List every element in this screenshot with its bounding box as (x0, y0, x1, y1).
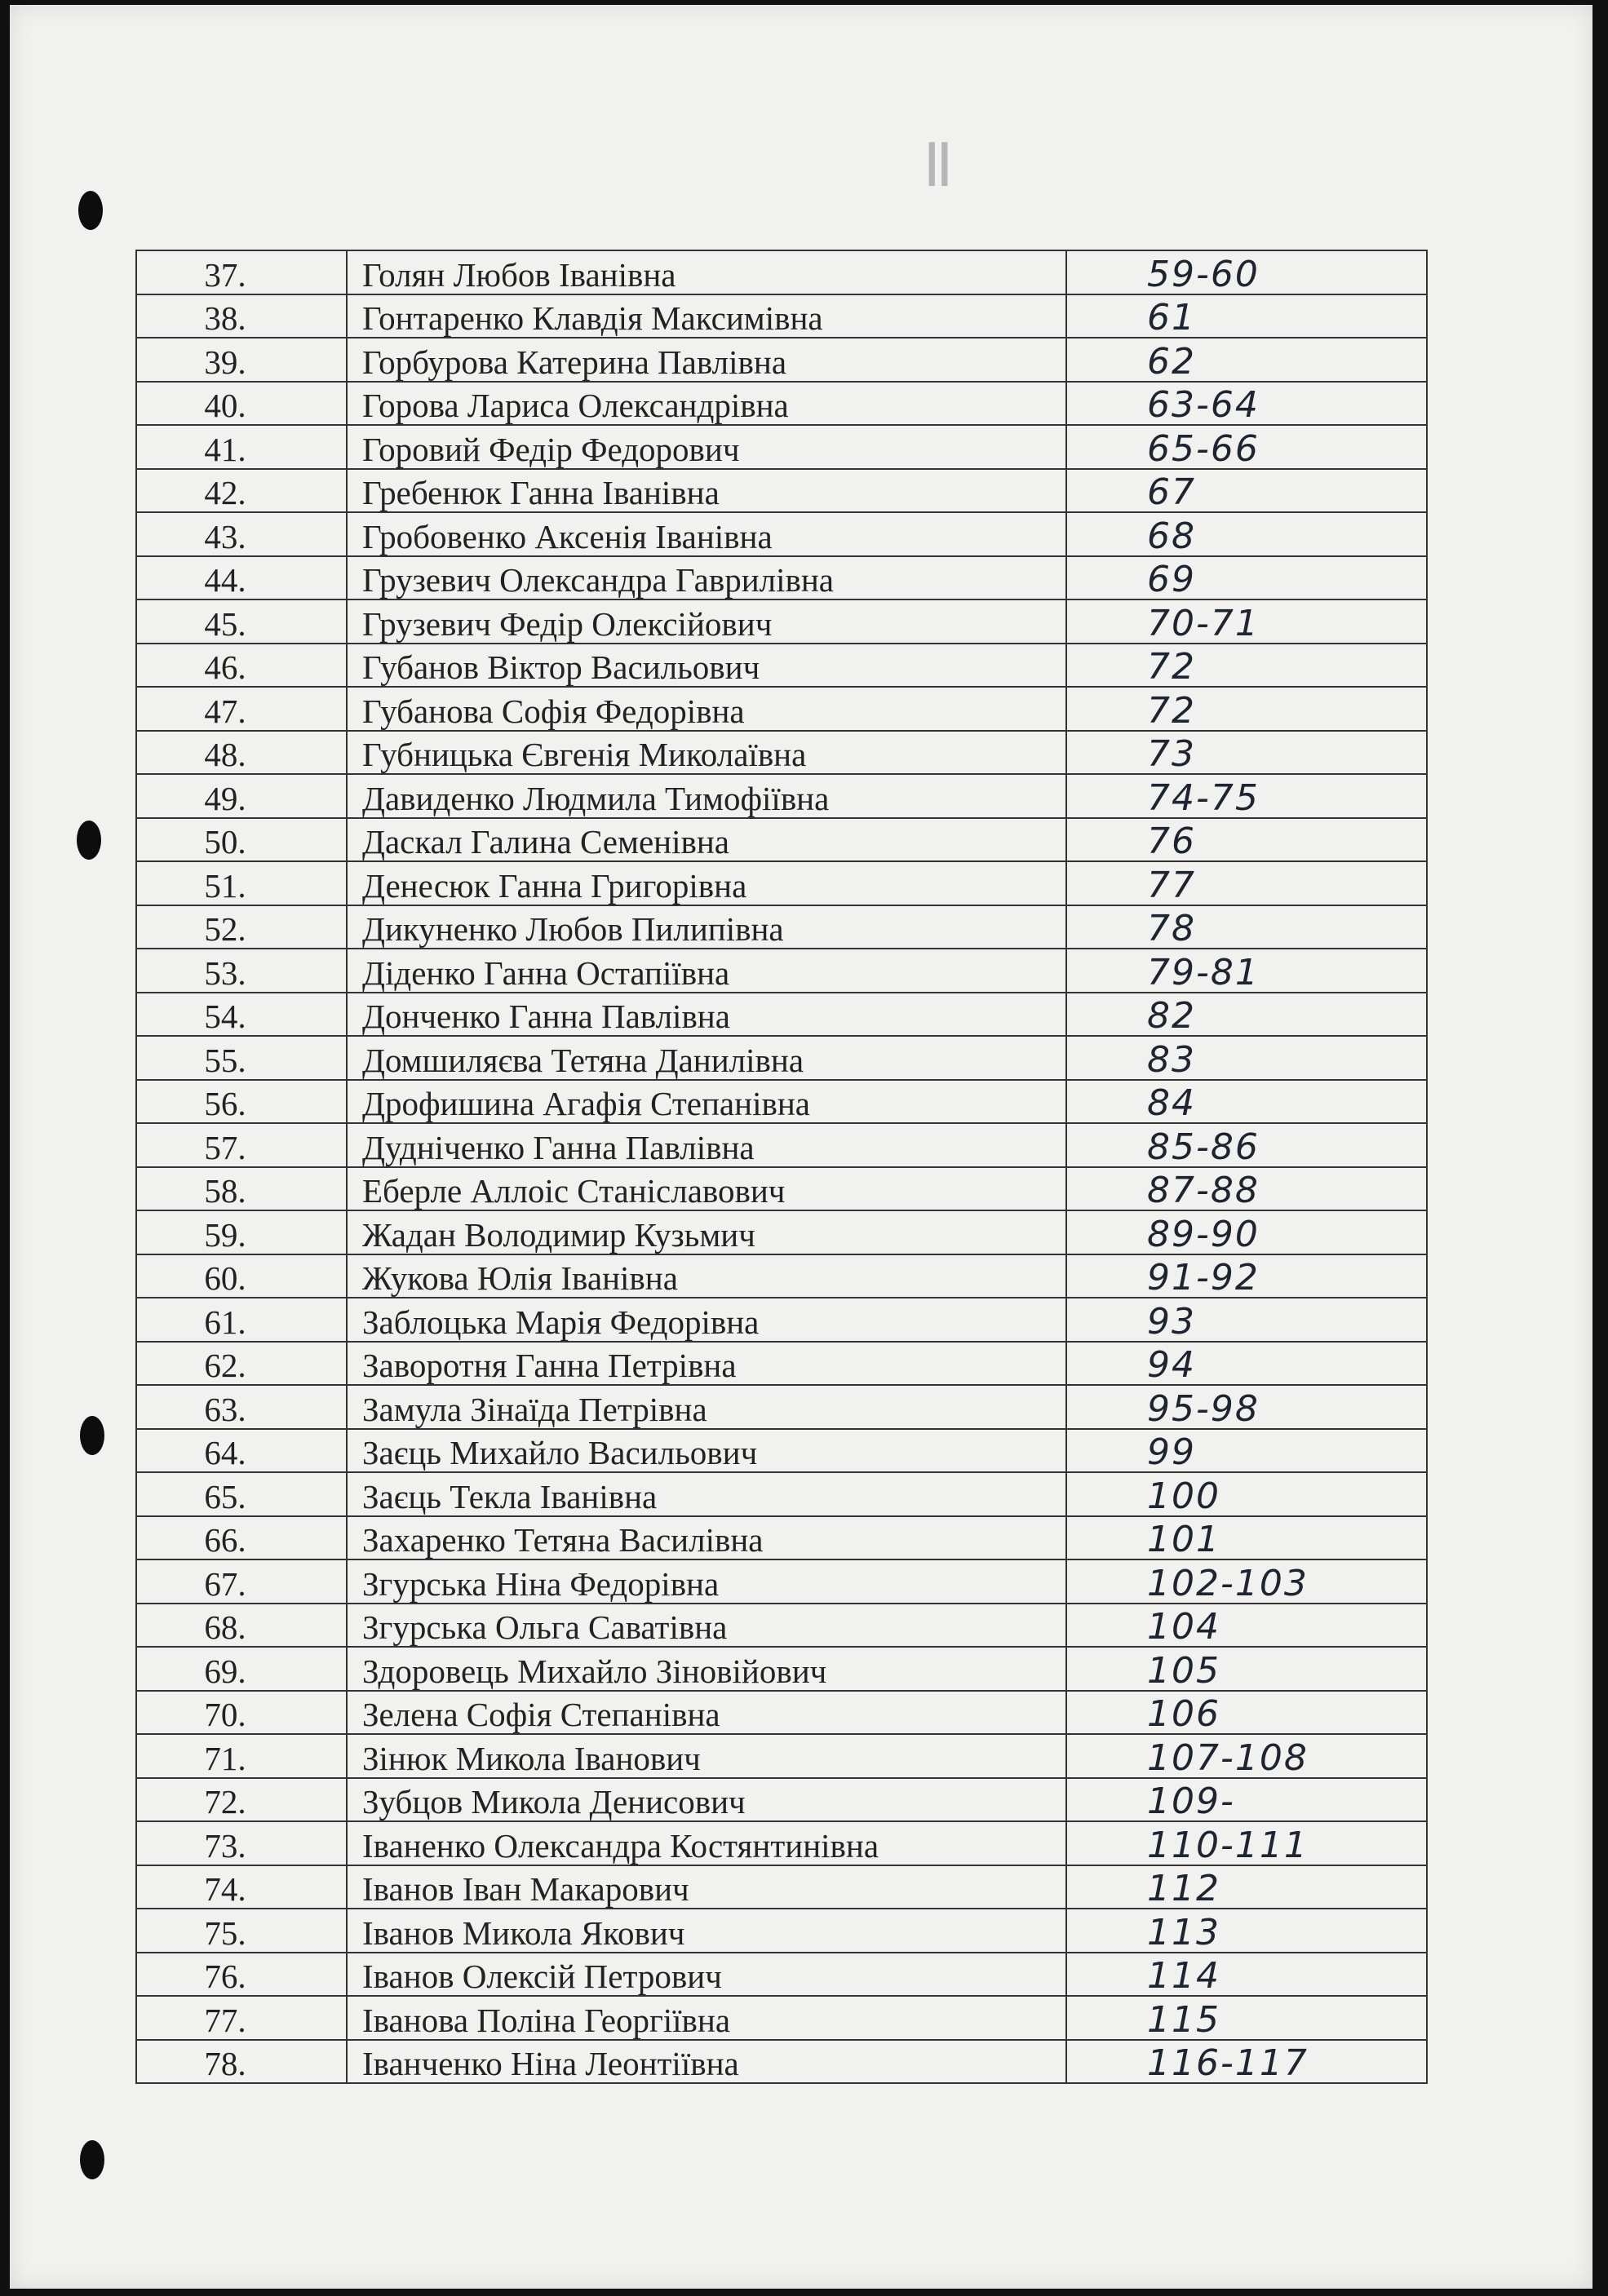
sheet-mark: II (923, 128, 949, 200)
page-numbers: 67 (1066, 469, 1427, 513)
person-name: Зелена Софія Степанівна (347, 1691, 1066, 1735)
row-number: 38. (136, 294, 347, 338)
page-numbers: 77 (1066, 861, 1427, 905)
row-number: 68. (136, 1604, 347, 1648)
table-row (136, 1385, 1427, 1429)
person-name: Гонтаренко Клавдія Максимівна (347, 294, 1066, 338)
punch-hole (78, 191, 103, 230)
page-numbers: 70-71 (1066, 599, 1427, 644)
page-numbers: 101 (1066, 1516, 1427, 1560)
table-row (136, 2040, 1427, 2084)
person-name: Грузевич Федір Олексійович (347, 599, 1066, 644)
page-numbers: 79-81 (1066, 949, 1427, 993)
row-number: 52. (136, 905, 347, 949)
page-numbers: 69 (1066, 556, 1427, 600)
person-name: Горова Лариса Олександрівна (347, 382, 1066, 426)
row-number: 77. (136, 1996, 347, 2040)
page-numbers: 72 (1066, 687, 1427, 731)
page-numbers: 105 (1066, 1647, 1427, 1691)
table-row (136, 905, 1427, 949)
table-row (136, 687, 1427, 731)
person-name: Зінюк Микола Іванович (347, 1734, 1066, 1778)
person-name: Згурська Ніна Федорівна (347, 1559, 1066, 1604)
row-number: 49. (136, 774, 347, 818)
row-number: 42. (136, 469, 347, 513)
row-number: 54. (136, 993, 347, 1037)
table-row (136, 1036, 1427, 1080)
row-number: 64. (136, 1429, 347, 1473)
table-row (136, 861, 1427, 905)
person-name: Заворотня Ганна Петрівна (347, 1342, 1066, 1386)
table-row (136, 731, 1427, 775)
document-page (10, 5, 1592, 2289)
person-name: Іванов Олексій Петрович (347, 1953, 1066, 1997)
person-name: Дрофишина Агафія Степанівна (347, 1080, 1066, 1124)
row-number: 65. (136, 1472, 347, 1516)
person-name: Жадан Володимир Кузьмич (347, 1210, 1066, 1254)
page-numbers: 85-86 (1066, 1123, 1427, 1167)
person-name: Іванченко Ніна Леонтіївна (347, 2040, 1066, 2084)
table-row (136, 1996, 1427, 2040)
page-numbers: 78 (1066, 905, 1427, 949)
table-row (136, 1516, 1427, 1560)
row-number: 67. (136, 1559, 347, 1604)
table-row (136, 1298, 1427, 1342)
page-numbers: 116-117 (1066, 2040, 1427, 2084)
table-row (136, 644, 1427, 688)
table-row (136, 250, 1427, 294)
page-numbers: 84 (1066, 1080, 1427, 1124)
table-row (136, 993, 1427, 1037)
row-number: 45. (136, 599, 347, 644)
punch-hole (80, 1416, 104, 1455)
person-name: Гребенюк Ганна Іванівна (347, 469, 1066, 513)
person-name: Даскал Галина Семенівна (347, 818, 1066, 862)
table-row (136, 382, 1427, 426)
register-table (135, 250, 1428, 2084)
table-row (136, 1691, 1427, 1735)
person-name: Іванов Микола Якович (347, 1909, 1066, 1953)
table-row (136, 425, 1427, 469)
person-name: Горбурова Катерина Павлівна (347, 338, 1066, 382)
punch-hole (77, 821, 101, 860)
person-name: Іваненко Олександра Костянтинівна (347, 1821, 1066, 1865)
table-row (136, 1909, 1427, 1953)
table-row (136, 1604, 1427, 1648)
page-numbers: 104 (1066, 1604, 1427, 1648)
page-numbers: 112 (1066, 1865, 1427, 1909)
table-row (136, 1210, 1427, 1254)
page-numbers: 82 (1066, 993, 1427, 1037)
row-number: 59. (136, 1210, 347, 1254)
page-numbers: 115 (1066, 1996, 1427, 2040)
table-row (136, 469, 1427, 513)
table-row (136, 1254, 1427, 1298)
row-number: 58. (136, 1167, 347, 1211)
row-number: 60. (136, 1254, 347, 1298)
person-name: Дикуненко Любов Пилипівна (347, 905, 1066, 949)
page-numbers: 76 (1066, 818, 1427, 862)
table-row (136, 1080, 1427, 1124)
person-name: Іванова Поліна Георгіївна (347, 1996, 1066, 2040)
page-numbers: 65-66 (1066, 425, 1427, 469)
page-numbers: 107-108 (1066, 1734, 1427, 1778)
row-number: 57. (136, 1123, 347, 1167)
person-name: Заєць Михайло Васильович (347, 1429, 1066, 1473)
table-row (136, 512, 1427, 556)
person-name: Зубцов Микола Денисович (347, 1778, 1066, 1822)
row-number: 46. (136, 644, 347, 688)
person-name: Згурська Ольга Саватівна (347, 1604, 1066, 1648)
table-row (136, 1429, 1427, 1473)
table-row (136, 949, 1427, 993)
page-numbers: 74-75 (1066, 774, 1427, 818)
person-name: Горовий Федір Федорович (347, 425, 1066, 469)
row-number: 51. (136, 861, 347, 905)
person-name: Здоровець Михайло Зіновійович (347, 1647, 1066, 1691)
table-row (136, 1123, 1427, 1167)
table-row (136, 1953, 1427, 1997)
row-number: 70. (136, 1691, 347, 1735)
row-number: 61. (136, 1298, 347, 1342)
page-numbers: 73 (1066, 731, 1427, 775)
row-number: 53. (136, 949, 347, 993)
page-numbers: 94 (1066, 1342, 1427, 1386)
row-number: 47. (136, 687, 347, 731)
row-number: 69. (136, 1647, 347, 1691)
page-numbers: 59-60 (1066, 250, 1427, 294)
person-name: Заблоцька Марія Федорівна (347, 1298, 1066, 1342)
page-numbers: 87-88 (1066, 1167, 1427, 1211)
table-row (136, 1559, 1427, 1604)
page-numbers: 113 (1066, 1909, 1427, 1953)
table-row (136, 1342, 1427, 1386)
page-numbers: 91-92 (1066, 1254, 1427, 1298)
table-row (136, 1167, 1427, 1211)
page-numbers: 100 (1066, 1472, 1427, 1516)
row-number: 73. (136, 1821, 347, 1865)
table-row (136, 1821, 1427, 1865)
row-number: 66. (136, 1516, 347, 1560)
person-name: Губанов Віктор Васильович (347, 644, 1066, 688)
row-number: 44. (136, 556, 347, 600)
person-name: Захаренко Тетяна Василівна (347, 1516, 1066, 1560)
page-numbers: 93 (1066, 1298, 1427, 1342)
page-numbers: 99 (1066, 1429, 1427, 1473)
person-name: Домшиляєва Тетяна Данилівна (347, 1036, 1066, 1080)
person-name: Іванов Іван Макарович (347, 1865, 1066, 1909)
person-name: Губанова Софія Федорівна (347, 687, 1066, 731)
page-numbers: 68 (1066, 512, 1427, 556)
page-numbers: 109- (1066, 1778, 1427, 1822)
punch-hole (80, 2140, 104, 2179)
person-name: Грузевич Олександра Гаврилівна (347, 556, 1066, 600)
row-number: 71. (136, 1734, 347, 1778)
register-body (136, 250, 1427, 2083)
row-number: 39. (136, 338, 347, 382)
person-name: Гробовенко Аксенія Іванівна (347, 512, 1066, 556)
page-numbers: 106 (1066, 1691, 1427, 1735)
person-name: Голян Любов Іванівна (347, 250, 1066, 294)
person-name: Дудніченко Ганна Павлівна (347, 1123, 1066, 1167)
table-row (136, 599, 1427, 644)
table-row (136, 556, 1427, 600)
row-number: 37. (136, 250, 347, 294)
row-number: 50. (136, 818, 347, 862)
page-numbers: 102-103 (1066, 1559, 1427, 1604)
row-number: 40. (136, 382, 347, 426)
table-row (136, 818, 1427, 862)
person-name: Діденко Ганна Остапіївна (347, 949, 1066, 993)
table-row (136, 1647, 1427, 1691)
page-numbers: 62 (1066, 338, 1427, 382)
person-name: Заєць Текла Іванівна (347, 1472, 1066, 1516)
page-numbers: 110-111 (1066, 1821, 1427, 1865)
row-number: 74. (136, 1865, 347, 1909)
row-number: 63. (136, 1385, 347, 1429)
page-numbers: 61 (1066, 294, 1427, 338)
person-name: Давиденко Людмила Тимофіївна (347, 774, 1066, 818)
page-numbers: 83 (1066, 1036, 1427, 1080)
row-number: 62. (136, 1342, 347, 1386)
person-name: Денесюк Ганна Григорівна (347, 861, 1066, 905)
table-row (136, 1865, 1427, 1909)
row-number: 56. (136, 1080, 347, 1124)
row-number: 43. (136, 512, 347, 556)
table-row (136, 1472, 1427, 1516)
person-name: Замула Зінаїда Петрівна (347, 1385, 1066, 1429)
page-numbers: 95-98 (1066, 1385, 1427, 1429)
table-row (136, 294, 1427, 338)
row-number: 48. (136, 731, 347, 775)
row-number: 72. (136, 1778, 347, 1822)
table-row (136, 1734, 1427, 1778)
person-name: Еберле Аллоіс Станіславович (347, 1167, 1066, 1211)
row-number: 41. (136, 425, 347, 469)
row-number: 76. (136, 1953, 347, 1997)
page-numbers: 63-64 (1066, 382, 1427, 426)
row-number: 55. (136, 1036, 347, 1080)
page-numbers: 114 (1066, 1953, 1427, 1997)
row-number: 75. (136, 1909, 347, 1953)
person-name: Донченко Ганна Павлівна (347, 993, 1066, 1037)
table-row (136, 338, 1427, 382)
person-name: Губницька Євгенія Миколаївна (347, 731, 1066, 775)
table-row (136, 774, 1427, 818)
row-number: 78. (136, 2040, 347, 2084)
person-name: Жукова Юлія Іванівна (347, 1254, 1066, 1298)
table-row (136, 1778, 1427, 1822)
page-numbers: 72 (1066, 644, 1427, 688)
page-numbers: 89-90 (1066, 1210, 1427, 1254)
